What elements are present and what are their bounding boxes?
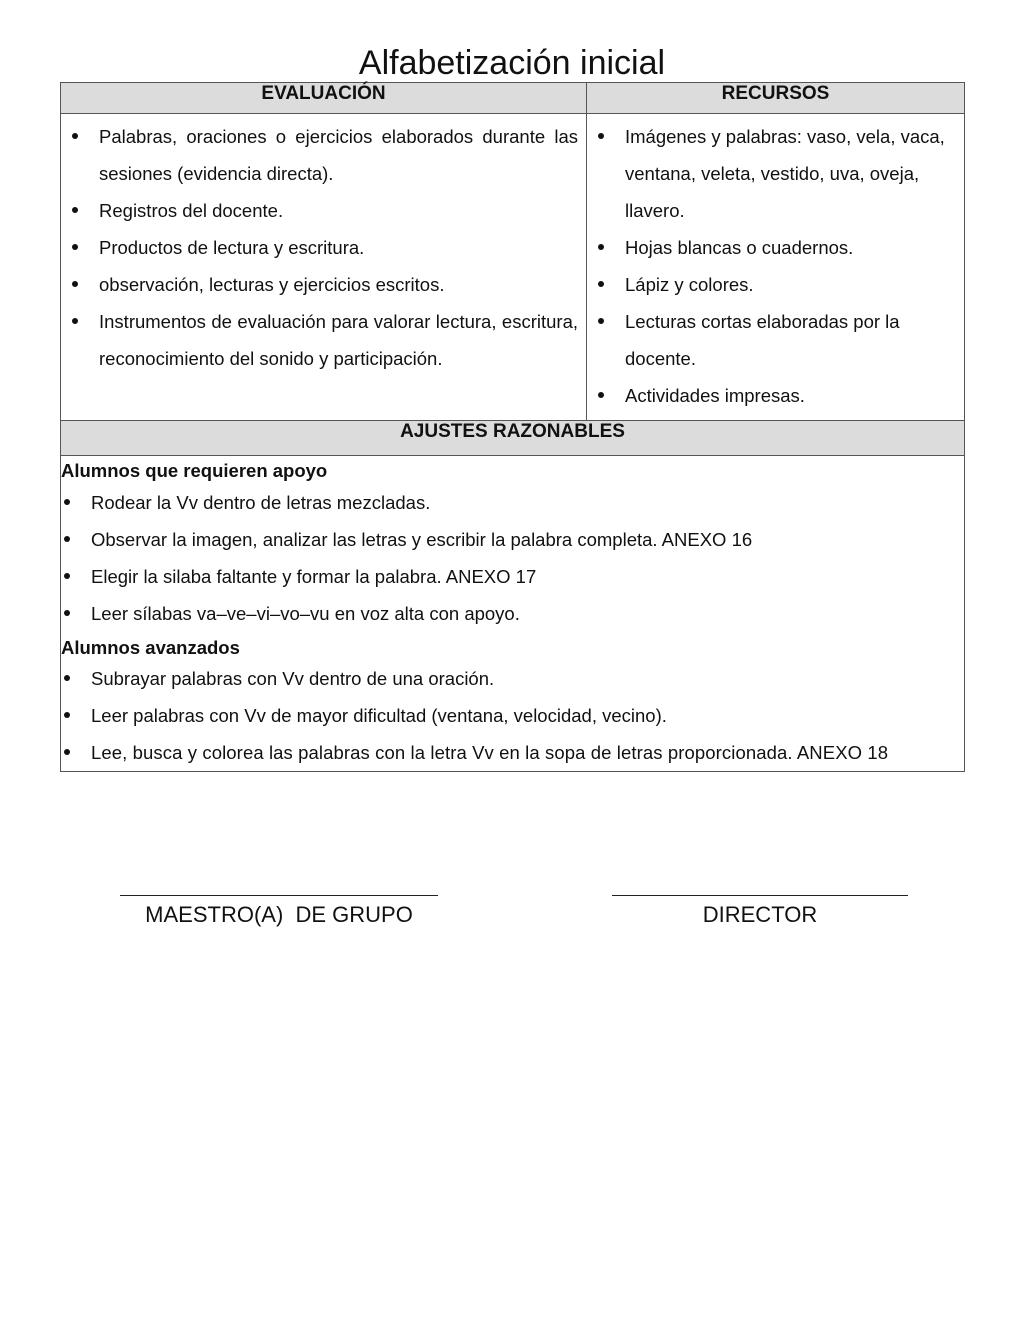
director-signature [612,870,908,928]
director-signature-label: DIRECTOR [702,902,818,927]
list-item: Actividades impresas. [595,377,956,414]
avanzados-list [61,660,964,771]
list-item: Registros del docente. [69,192,578,229]
teacher-signature-label: MAESTRO(A) DE GRUPO [145,902,413,927]
ajustes-cell [61,456,965,772]
list-item: observación, lecturas y ejercicios escritos. [69,266,578,303]
apoyo-title: Alumnos que requieren apoyo [61,460,328,481]
content-row [61,114,965,421]
teacher-signature [120,870,438,928]
signature-line [612,870,908,896]
page-title: Alfabetización inicial [358,44,666,82]
header-evaluacion: EVALUACIÓN [61,83,587,114]
list-item: Leer palabras con Vv de mayor dificultad (ventana, velocidad, vecino). [61,697,964,734]
list-item: Lápiz y colores. [595,266,956,303]
apoyo-list [61,484,964,632]
list-item: Imágenes y palabras: vaso, vela, vaca, ventana, veleta, vestido, uva, oveja, llavero. [595,118,956,229]
list-item: Leer sílabas va–ve–vi–vo–vu en voz alta con apoyo. [61,595,964,632]
list-item: Rodear la Vv dentro de letras mezcladas. [61,484,964,521]
planning-table [60,82,965,772]
list-item: Lecturas cortas elaboradas por la docente. [595,303,956,377]
list-item: Elegir la silaba faltante y formar la palabra. ANEXO 17 [61,558,964,595]
list-item: Observar la imagen, analizar las letras y escribir la palabra completa. ANEXO 16 [61,521,964,558]
evaluacion-list [61,114,586,383]
signature-line [120,870,438,896]
recursos-cell [587,114,965,421]
list-item: Instrumentos de evaluación para valorar lectura, escritura, reconocimiento del sonido y participación. [69,303,578,377]
list-item: Productos de lectura y escritura. [69,229,578,266]
header-ajustes: AJUSTES RAZONABLES [61,421,965,456]
recursos-list [587,114,964,420]
list-item: Hojas blancas o cuadernos. [595,229,956,266]
list-item: Palabras, oraciones o ejercicios elaborados durante las sesiones (evidencia directa). [69,118,578,192]
ajustes-row [61,456,965,772]
ajustes-header-row [61,421,965,456]
avanzados-title: Alumnos avanzados [61,637,240,658]
list-item: Subrayar palabras con Vv dentro de una oración. [61,660,964,697]
evaluacion-cell [61,114,587,421]
header-recursos: RECURSOS [587,83,965,114]
table-header-row [61,83,965,114]
list-item: Lee, busca y colorea las palabras con la letra Vv en la sopa de letras proporcionada. ANEXO 18 [61,734,964,771]
